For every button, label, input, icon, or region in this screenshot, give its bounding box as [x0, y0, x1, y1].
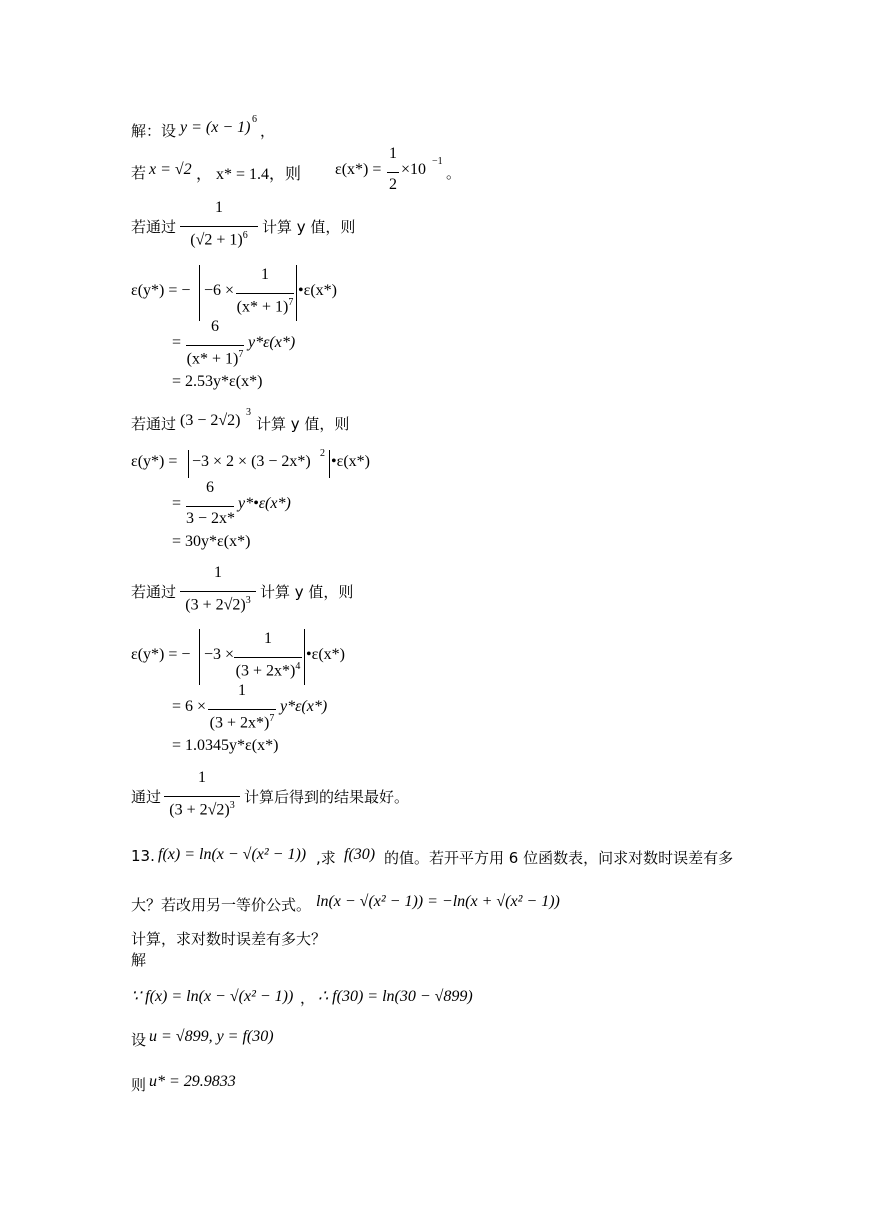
frac-den: 2 — [389, 176, 397, 193]
punct: 。 — [446, 164, 462, 182]
x-sqrt2: x = √2 — [149, 161, 192, 178]
eq-e1 — [0, 266, 869, 316]
exponent: 6 — [252, 114, 257, 125]
text-compute: 计算 y 值，则 — [260, 583, 354, 601]
eq-rhs: •ε(x*) — [331, 453, 370, 470]
solution-label-line — [0, 951, 869, 969]
solution-label: 解 — [131, 951, 147, 969]
abs-bar-right — [304, 629, 305, 685]
den-sup: 4 — [295, 661, 301, 672]
therefore-expr: ∴ f(30) = ln(30 − √899) — [318, 988, 473, 1005]
abs-bar-right — [296, 265, 297, 321]
den-sup: 3 — [245, 595, 251, 606]
frac-num: 1 — [261, 266, 269, 283]
text-compute: 计算 y 值，则 — [256, 415, 350, 433]
eq-rhs: y*ε(x*) — [280, 698, 328, 715]
abs-bar-left — [199, 265, 200, 321]
u-definition: u = √899, y = f(30) — [149, 1028, 274, 1045]
eq-g3 — [0, 737, 869, 754]
y-definition: y = (x − 1) — [180, 119, 251, 136]
method3-line — [0, 564, 869, 614]
exponent: 2 — [320, 448, 325, 459]
frac-den — [164, 800, 240, 819]
den-text: (3 + 2√2) — [185, 596, 246, 614]
den-text: (3 + 2√2) — [169, 801, 230, 819]
eq-lhs: = 6 × — [172, 698, 207, 715]
method2-expr: (3 − 2√2) — [180, 412, 241, 429]
punct: ， — [260, 122, 276, 140]
eq-e3 — [0, 373, 869, 390]
frac-den — [180, 230, 258, 249]
because-expr: ∵ f(x) = ln(x − √(x² − 1)) — [131, 988, 294, 1005]
den-sup: 3 — [229, 800, 235, 811]
frac-num: 6 — [206, 479, 214, 496]
text-ruo-tongguo: 若通过 — [131, 218, 177, 236]
eq-result: = 2.53y*ε(x*) — [172, 373, 263, 390]
times-ten: ×10 — [401, 161, 427, 178]
eq-lhs: ε(y*) = − — [131, 282, 191, 299]
eq-rhs: y*ε(x*) — [248, 334, 296, 351]
den-text: (3 + 2x*) — [235, 662, 296, 680]
conclusion-text: 计算后得到的结果最好。 — [244, 788, 410, 806]
abs-bar-right — [329, 450, 330, 478]
den-sup: 7 — [238, 349, 244, 360]
f30: f(30) — [344, 846, 376, 863]
eq-result: = 1.0345y*ε(x*) — [172, 737, 279, 754]
u-star-value: u* = 29.9833 — [149, 1073, 236, 1090]
method1-line — [0, 199, 869, 249]
problem-13-line3 — [0, 930, 869, 948]
frac-den — [236, 297, 294, 316]
fx-definition: f(x) = ln(x − √(x² − 1)) — [158, 846, 307, 863]
eq-lhs: = — [172, 495, 182, 512]
text-compute: 计算 y 值，则 — [262, 218, 356, 236]
eq-mid: −6 × — [204, 282, 235, 299]
frac-num: 1 — [264, 630, 272, 647]
frac-den — [234, 661, 302, 680]
frac-den — [208, 713, 276, 732]
den-text: (3 + 2x*) — [209, 714, 270, 732]
frac-num: 1 — [198, 769, 206, 786]
eq-result: = 30y*ε(x*) — [172, 533, 251, 550]
eq-rhs: y*•ε(x*) — [238, 495, 291, 512]
frac-num: 1 — [215, 199, 223, 216]
u-star-line — [0, 1073, 869, 1094]
den-text: (x* + 1) — [186, 350, 239, 368]
text-ruo-tongguo: 若通过 — [131, 583, 177, 601]
punct: ， — [300, 989, 316, 1007]
problem-text: 的值。若开平方用 6 位函数表，问求对数时误差有多 — [384, 849, 734, 867]
frac-den — [180, 595, 256, 614]
problem-text: 大？若改用另一等价公式。 — [131, 896, 312, 914]
frac-num: 1 — [389, 145, 397, 162]
method2-line — [0, 407, 869, 433]
frac-num: 1 — [238, 682, 246, 699]
den-sup: 7 — [288, 297, 294, 308]
eq-f1 — [0, 448, 869, 470]
frac-den — [186, 349, 244, 368]
abs-bar-left — [199, 629, 200, 685]
because-therefore-line — [0, 988, 869, 1007]
eq-mid: −3 × — [204, 646, 235, 663]
den-text: (√2 + 1) — [190, 231, 243, 249]
frac-num: 6 — [211, 318, 219, 335]
solution-label: 解：设 — [131, 122, 177, 140]
den-sup: 7 — [269, 713, 275, 724]
problem-text: 计算，求对数时误差有多大？ — [131, 930, 327, 948]
frac-num: 1 — [214, 564, 222, 581]
frac-den: 3 − 2x* — [186, 510, 236, 527]
problem-13-line2 — [0, 893, 869, 914]
x-value-line — [0, 145, 869, 193]
text-ze: 则 — [131, 1076, 147, 1094]
eq-f3 — [0, 533, 869, 550]
eq-mid: −3 × 2 × (3 − 2x*) — [192, 453, 311, 470]
den-text: (x* + 1) — [236, 298, 289, 316]
eq-rhs: •ε(x*) — [306, 646, 345, 663]
conclusion-line — [0, 769, 869, 819]
eq-lhs: ε(y*) = — [131, 453, 178, 470]
eq-f2 — [0, 479, 869, 527]
eq-rhs: •ε(x*) — [298, 282, 337, 299]
text-tongguo: 通过 — [131, 788, 162, 806]
text-ruo: 若 — [131, 164, 147, 182]
eq-g2 — [0, 682, 869, 732]
problem-13-line — [0, 846, 869, 867]
abs-bar-left — [188, 450, 189, 478]
text-she: 设 — [131, 1031, 147, 1049]
eq-lhs: ε(y*) = − — [131, 646, 191, 663]
eq-e2 — [0, 318, 869, 368]
problem-number: 13. — [131, 847, 155, 865]
text-ruo-tongguo: 若通过 — [131, 415, 177, 433]
define-u-line — [0, 1028, 869, 1049]
text-qiu: ,求 — [316, 849, 336, 867]
equivalent-formula: ln(x − √(x² − 1)) = −ln(x + √(x² − 1)) — [316, 893, 560, 910]
x-star-value: ， x* = 1.4，则 — [196, 166, 302, 183]
solution-intro-line — [0, 114, 869, 140]
exponent: 3 — [246, 407, 251, 418]
exponent: −1 — [432, 156, 443, 167]
epsilon-x-star: ε(x*) = — [335, 161, 382, 178]
eq-g1 — [0, 630, 869, 680]
den-sup: 6 — [242, 230, 248, 241]
eq-lhs: = — [172, 334, 182, 351]
